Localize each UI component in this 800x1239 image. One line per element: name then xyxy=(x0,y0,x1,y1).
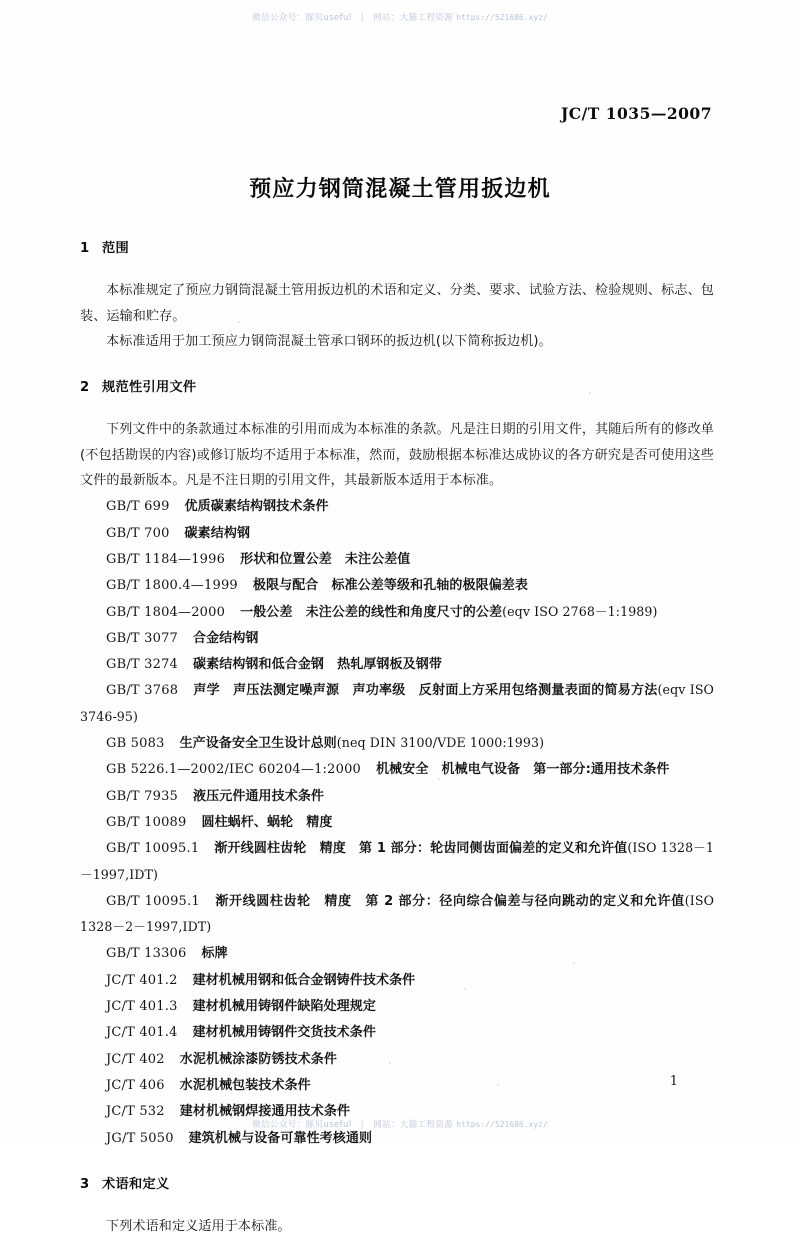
section-heading-1 xyxy=(80,236,714,261)
reference-item xyxy=(80,756,714,782)
reference-code: JC/T 401.2 xyxy=(106,972,178,988)
reference-title: 液压元件通用技术条件 xyxy=(193,788,325,804)
reference-item xyxy=(80,730,714,756)
scan-speckle xyxy=(438,778,440,780)
reference-code: GB/T 10095.1 xyxy=(106,893,200,909)
reference-code: GB/T 700 xyxy=(106,525,170,541)
spacer xyxy=(80,400,714,417)
reference-title: 建筑机械与设备可靠性考核通则 xyxy=(188,1130,373,1146)
reference-item xyxy=(80,809,714,835)
reference-extra: (eqv ISO 3746-95) xyxy=(80,682,714,724)
reference-item xyxy=(80,1072,714,1098)
reference-title: 渐开线圆柱齿轮 精度 第 2 部分：径向综合偏差与径向跳动的定义和允许值 xyxy=(214,893,685,909)
spacer xyxy=(80,354,714,375)
reference-code: GB/T 1804—2000 xyxy=(106,604,226,620)
reference-code: JC/T 401.3 xyxy=(106,999,178,1015)
section-heading-3 xyxy=(80,1172,714,1197)
reference-title: 圆柱蜗杆、蜗轮 精度 xyxy=(201,814,333,830)
reference-code: GB/T 13306 xyxy=(106,946,187,962)
reference-code: GB/T 3768 xyxy=(106,683,179,699)
reference-code: GB/T 3274 xyxy=(106,657,179,673)
reference-title: 水泥机械包装技术条件 xyxy=(179,1077,311,1093)
reference-title: 建材机械用铸钢件交货技术条件 xyxy=(192,1025,376,1041)
scan-speckle xyxy=(389,1062,391,1064)
scan-speckle xyxy=(497,1084,499,1086)
reference-item xyxy=(80,835,714,888)
watermark-account: 微信公众号：豚贝useful xyxy=(252,1120,352,1130)
reference-code: JC/T 406 xyxy=(106,1077,165,1093)
watermark-account: 微信公众号：豚贝useful xyxy=(252,13,352,23)
reference-title: 合金结构钢 xyxy=(193,630,259,646)
reference-item xyxy=(80,940,714,966)
reference-title: 碳素结构钢 xyxy=(184,525,251,541)
watermark-url: https://521686.xyz/ xyxy=(456,1120,548,1129)
watermark-separator: | xyxy=(360,1120,364,1130)
reference-extra: (neq DIN 3100/VDE 1000:1993) xyxy=(336,735,545,751)
reference-title: 形状和位置公差 未注公差值 xyxy=(240,551,411,567)
reference-item xyxy=(80,651,714,677)
reference-code: GB/T 7935 xyxy=(106,788,179,804)
page-number: 1 xyxy=(669,1074,678,1089)
reference-extra: (ISO 1328－1－1997,IDT) xyxy=(80,840,714,882)
reference-title: 一般公差 未注公差的线性和角度尺寸的公差 xyxy=(240,604,503,620)
section-title-3: 术语和定义 xyxy=(102,1176,170,1192)
scan-speckle xyxy=(573,962,575,964)
section-1-paragraph-1: 本标准规定了预应力钢筒混凝土管用扳边机的术语和定义、分类、要求、试验方法、检验规则、标志、包装、运输和贮存。 xyxy=(80,283,714,324)
reference-item xyxy=(80,599,714,625)
section-title-2: 规范性引用文件 xyxy=(102,380,197,396)
watermark-top xyxy=(0,11,800,23)
reference-title: 建材机械用铸钢件缺陷处理规定 xyxy=(192,999,376,1015)
spacer xyxy=(80,261,714,278)
reference-item xyxy=(80,546,714,572)
scan-speckle xyxy=(464,988,466,990)
section-number-2: 2 xyxy=(80,380,90,396)
reference-title: 碳素结构钢和低合金钢 热轧厚钢板及钢带 xyxy=(193,657,442,673)
reference-item xyxy=(80,967,714,993)
reference-code: GB/T 1184—1996 xyxy=(106,551,226,567)
reference-code: GB 5226.1—2002/IEC 60204—1:2000 xyxy=(106,762,362,778)
section-1-paragraph-2: 本标准适用于加工预应力钢筒混凝土管承口钢环的扳边机(以下简称扳边机)。 xyxy=(106,333,552,349)
watermark-bottom xyxy=(0,1118,800,1130)
scan-speckle xyxy=(589,392,591,394)
reference-item xyxy=(80,677,714,730)
reference-item xyxy=(80,993,714,1019)
reference-code: GB/T 10089 xyxy=(106,814,187,830)
watermark-url: https://521686.xyz/ xyxy=(456,13,548,22)
watermark-site: 网站：大猫工程资源 xyxy=(373,1120,454,1130)
section-3-paragraph-1: 下列术语和定义适用于本标准。 xyxy=(106,1219,291,1235)
reference-title: 建材机械钢焊接通用技术条件 xyxy=(179,1104,351,1120)
watermark-site: 网站：大猫工程资源 xyxy=(373,13,454,23)
reference-title: 渐开线圆柱齿轮 精度 第 1 部分：轮齿同侧齿面偏差的定义和允许值 xyxy=(214,841,628,857)
reference-code: GB/T 699 xyxy=(106,499,170,515)
watermark-separator: | xyxy=(360,13,364,23)
section-number-1: 1 xyxy=(80,241,90,256)
reference-title: 生产设备安全卫生设计总则 xyxy=(179,736,337,752)
reference-title: 优质碳素结构钢技术条件 xyxy=(184,499,329,515)
spacer xyxy=(80,1151,714,1172)
reference-title: 水泥机械涂漆防锈技术条件 xyxy=(179,1051,337,1067)
standard-number: JC/T 1035—2007 xyxy=(560,104,712,123)
reference-extra: (ISO 1328－2－1997,IDT) xyxy=(80,892,715,935)
reference-item xyxy=(80,888,714,941)
section-2-paragraph-1: 下列文件中的条款通过本标准的引用而成为本标准的条款。凡是注日期的引用文件，其随后所有的修改单(不包括勘误的内容)或修订版均不适用于本标准，然而，鼓励根据本标准达成协议的各方研究是否可使用这些文件的最新版本。凡是不注日期的引用文件，其最新版本适用于本标准。 xyxy=(80,422,714,489)
reference-item xyxy=(80,783,714,809)
reference-code: JG/T 5050 xyxy=(106,1130,174,1146)
reference-title: 标牌 xyxy=(201,946,228,962)
spacer xyxy=(80,1197,714,1214)
reference-title: 建材机械用钢和低合金钢铸件技术条件 xyxy=(192,972,416,988)
section-heading-2 xyxy=(80,375,714,400)
section-title-1: 范围 xyxy=(102,241,129,256)
reference-code: JC/T 402 xyxy=(106,1051,165,1067)
reference-item xyxy=(80,520,714,546)
scan-speckle xyxy=(238,321,240,323)
reference-extra: (eqv ISO 2768－1:1989) xyxy=(502,603,658,619)
reference-code: GB/T 10095.1 xyxy=(106,841,200,857)
reference-item xyxy=(80,493,714,519)
reference-code: GB/T 1800.4—1999 xyxy=(106,578,238,594)
reference-title: 机械安全 机械电气设备 第一部分:通用技术条件 xyxy=(376,762,670,778)
reference-item xyxy=(80,572,714,598)
reference-code: GB 5083 xyxy=(106,736,165,752)
reference-item xyxy=(80,625,714,651)
page-title: 预应力钢筒混凝土管用扳边机 xyxy=(249,177,551,202)
normative-references-list xyxy=(80,493,714,1150)
reference-code: JC/T 401.4 xyxy=(106,1025,178,1041)
document-body xyxy=(80,236,714,1239)
reference-item xyxy=(80,1046,714,1072)
reference-title: 声学 声压法测定噪声源 声功率级 反射面上方采用包络测量表面的简易方法 xyxy=(193,683,658,699)
reference-code: GB/T 3077 xyxy=(106,630,179,646)
reference-code: JC/T 532 xyxy=(106,1104,165,1120)
section-number-3: 3 xyxy=(80,1176,90,1192)
reference-title: 极限与配合 标准公差等级和孔轴的极限偏差表 xyxy=(252,578,529,594)
reference-item xyxy=(80,1019,714,1045)
